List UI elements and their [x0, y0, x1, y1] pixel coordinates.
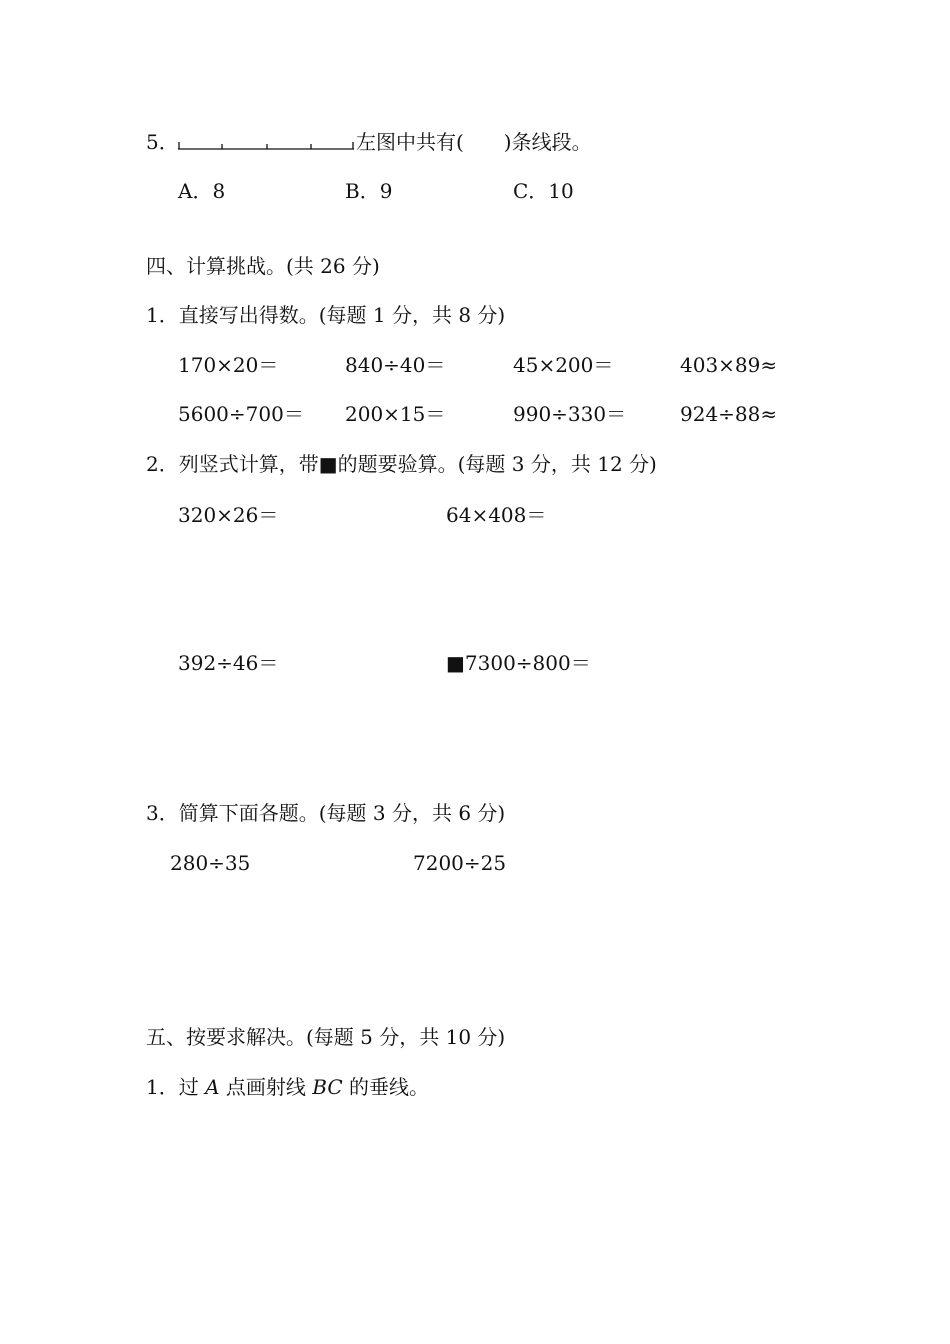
- simplify-calc-item: 280÷35: [170, 851, 251, 875]
- ray-label-bc: BC: [312, 1075, 343, 1099]
- vertical-calc-item: ■7300÷800＝: [446, 651, 591, 675]
- section4-sub2-title: 2．列竖式计算，带■的题要验算。(每题 3 分，共 12 分): [146, 452, 657, 476]
- point-label-a: A: [205, 1075, 220, 1099]
- section5-q1-prefix: 1．过: [146, 1075, 206, 1099]
- section5-q1-middle: 点画射线: [219, 1075, 313, 1099]
- q5-option-b: B．9: [345, 179, 393, 203]
- oral-calc-item: 924÷88≈: [680, 402, 778, 426]
- q5-option-c: C．10: [513, 179, 574, 203]
- oral-calc-item: 45×200＝: [513, 353, 614, 377]
- section5-q1: [146, 1074, 429, 1100]
- q5-question-text: 左图中共有( )条线段。: [356, 130, 592, 154]
- oral-calc-item: 403×89≈: [680, 353, 778, 377]
- oral-calc-item: 5600÷700＝: [178, 402, 304, 426]
- vertical-calc-item: 320×26＝: [178, 503, 279, 527]
- oral-calc-item: 840÷40＝: [345, 353, 446, 377]
- q5-option-a: A．8: [178, 179, 226, 203]
- line-segment-diagram: [178, 138, 356, 152]
- section4-sub3-title: 3．简算下面各题。(每题 3 分，共 6 分): [146, 801, 506, 825]
- vertical-calc-item: 64×408＝: [446, 503, 547, 527]
- section5-heading: 五、按要求解决。(每题 5 分，共 10 分): [146, 1025, 506, 1049]
- vertical-calc-item: 392÷46＝: [178, 651, 279, 675]
- section5-q1-suffix: 的垂线。: [342, 1075, 429, 1099]
- section4-sub1-title: 1．直接写出得数。(每题 1 分，共 8 分): [146, 303, 506, 327]
- oral-calc-item: 170×20＝: [178, 353, 279, 377]
- simplify-calc-item: 7200÷25: [413, 851, 507, 875]
- section4-heading: 四、计算挑战。(共 26 分): [146, 254, 380, 278]
- q5-number: 5．: [146, 130, 179, 154]
- oral-calc-item: 990÷330＝: [513, 402, 627, 426]
- oral-calc-item: 200×15＝: [345, 402, 446, 426]
